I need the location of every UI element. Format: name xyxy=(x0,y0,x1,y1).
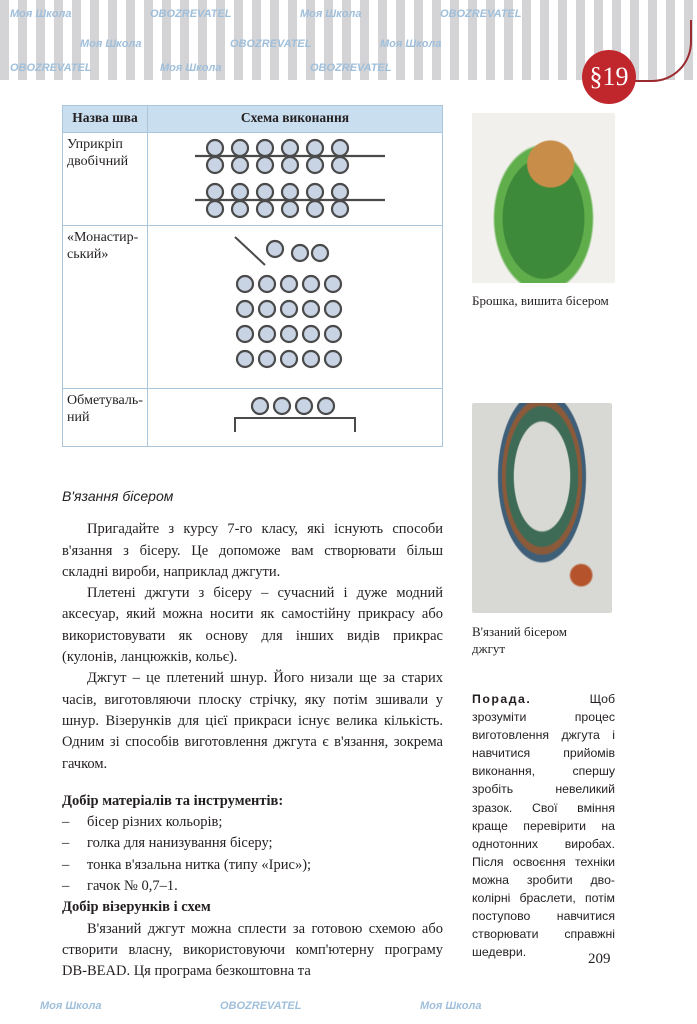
watermark: Моя Школа xyxy=(380,38,442,50)
watermark: OBOZREVATEL xyxy=(220,1000,302,1012)
watermark: OBOZREVATEL xyxy=(230,38,312,50)
watermark: OBOZREVATEL xyxy=(10,62,92,74)
stitch-table xyxy=(62,105,443,447)
watermark: Моя Школа xyxy=(40,1000,102,1012)
watermark: Моя Школа xyxy=(80,38,142,50)
table-header-row xyxy=(63,106,443,133)
stitch-name: Обметуваль-ний xyxy=(63,389,148,447)
watermark: Моя Школа xyxy=(300,8,362,20)
tip-box xyxy=(472,690,615,961)
watermark: Моя Школа xyxy=(160,62,222,74)
tip-text: Щоб зрозуміти процес виготовлення джгута і навчитися прийомів виконання, спершу зробіть невеликий зразок. Свої вміння краще перевірити на однотонних виробах. Після освоєння техніки можна зробити дво-колірні браслети, потім поступово навчитися створювати справжні шедеври. xyxy=(472,692,615,960)
materials-heading: Добір матеріалів та інструментів: xyxy=(62,792,284,809)
section-heading: В'язання бісером xyxy=(62,488,174,504)
necklace-caption: В'язаний бісером джгут xyxy=(472,624,567,656)
watermark: OBOZREVATEL xyxy=(440,8,522,20)
patterns-heading: Добір візерунків і схем xyxy=(62,899,211,916)
stitch-name: Уприкріп двобічний xyxy=(63,133,148,226)
page-number: 209 xyxy=(588,951,611,967)
stitch-name: «Монастир-ський» xyxy=(63,226,148,389)
watermark: OBOZREVATEL xyxy=(310,62,392,74)
list-item: – тонка в'язальна нитка (типу «Ірис»); xyxy=(62,856,312,873)
main-text xyxy=(62,486,443,983)
table-header: Назва шва xyxy=(63,106,148,133)
list-item: – бісер різних кольорів; xyxy=(62,814,223,831)
paragraph: Джгут – це плетений шнур. Його низали ще за старих часів, виготовляючи плоску стрічку, яку потім зшивали у шнур. Візерунків для цієї прикраси існує велика кількість. Одним зі способів виготовлення джгута є в'язання, зокрема гачком. xyxy=(62,670,443,772)
paragraph: Пригадайте з курсу 7-го класу, які існують способи в'язання з бісеру. Це допоможе вам створювати більш складні вироби, наприклад джгути. xyxy=(62,521,443,580)
brooch-photo xyxy=(472,113,615,283)
section-badge: §19 xyxy=(582,50,636,104)
monastic-stitch-diagram xyxy=(152,229,438,385)
watermark: Моя Школа xyxy=(10,8,72,20)
overcast-stitch-diagram xyxy=(152,392,438,436)
tip-label: Порада. xyxy=(472,692,532,706)
table-row xyxy=(63,389,443,447)
list-item: – гачок № 0,7–1. xyxy=(62,878,178,895)
double-stitch-diagram xyxy=(152,136,438,222)
watermark: OBOZREVATEL xyxy=(150,8,232,20)
watermark: Моя Школа xyxy=(420,1000,482,1012)
paragraph: Плетені джгути з бісеру – сучасний і дуже модний аксесуар, який можна носити як самостійну прикрасу або використовувати як основу для інших видів прикрас (кулонів, ланцюжків, кольє). xyxy=(62,585,443,666)
table-row xyxy=(63,133,443,226)
table-row xyxy=(63,226,443,389)
table-header: Схема виконання xyxy=(147,106,442,133)
list-item: – голка для нанизування бісеру; xyxy=(62,835,273,852)
necklace-photo xyxy=(472,403,612,613)
brooch-caption: Брошка, вишита бісером xyxy=(472,293,609,308)
paragraph: В'язаний джгут можна сплести за готовою схемою або створити власну, використовуючи комп'ютерну програму DB-BEAD. Ця програма безкоштовна та xyxy=(62,920,443,980)
